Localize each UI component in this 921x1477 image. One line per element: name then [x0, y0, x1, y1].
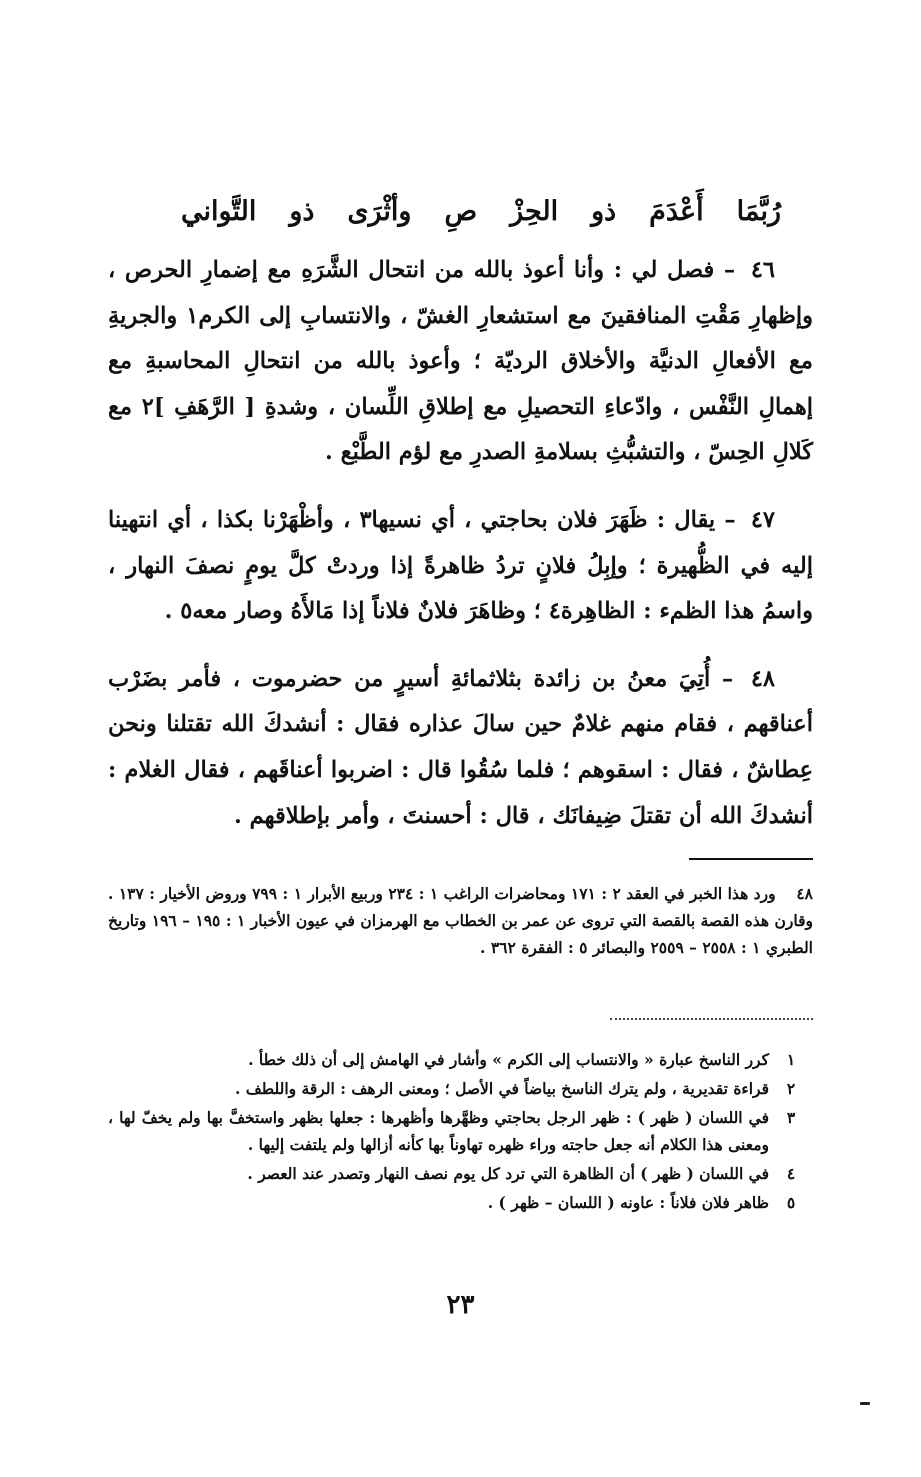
footnote-text: في اللسان ( ظهر ) : ظهر الرجل بحاجتي وظهَّرها وأظهرها : جعلها بظهر واستخفَّ بها ولم يخفّ لها ، ومعنى هذا الكلام أنه جعل حاجته وراء ظهره تهاوناً بها كأنه أزالها ولم يلتفت إليها . [108, 1108, 769, 1154]
scan-mark [860, 1402, 870, 1405]
verse-word: صِ [444, 195, 478, 227]
verse-word: التَّواني [181, 195, 257, 227]
dotted-separator-line [610, 1018, 813, 1020]
paragraph-number: ٤٦ [750, 257, 775, 283]
paragraph-text: – أُتِيَ معنُ بن زائدة بثلاثمائةِ أسيرٍ من حضرموت ، فأمر بضَرْب أعناقهم ، فقام منهم غلامٌ حين سالَ عذاره فقال : أنشدكَ الله تقتلنا ونحن عِطاشٌ ، فقال : اسقوهم ؛ فلما سُقُوا قال : اضربوا أعناقَهم ، فقال الغلام : أنشدكَ الله أن تقتلَ ضِيفانَك ، قال : أحسنتَ ، وأمر بإطلاقهم . [108, 665, 813, 829]
paragraph-48 [108, 657, 813, 839]
verse-word: ذو [591, 195, 617, 227]
source-note-text: ورد هذا الخبر في العقد ٢ : ١٧١ ومحاضرات الراغب ١ : ٢٣٤ وربيع الأبرار ١ : ٧٩٩ وروض الأخيار : ١٣٧ . وقارن هذه القصة بالقصة التي تروى عن عمر بن الخطاب مع الهرمزان في عيون الأخبار ١ : ١٩٥ – ١٩٦ وتاريخ الطبري ١ : ٢٥٥٨ – ٢٥٥٩ والبصائر ٥ : الفقرة ٣٦٢ . [108, 884, 814, 957]
footnote-number: ٣ [786, 1108, 796, 1127]
verse-word: وأثْرَى [347, 195, 412, 227]
footnote [108, 1046, 813, 1073]
footnote [108, 1075, 813, 1102]
footnote [108, 1160, 813, 1187]
source-note-number: ٤٨ [796, 884, 813, 903]
verse-word: ذو [289, 195, 315, 227]
footnote-text: قراءة تقديرية ، ولم يترك الناسخ بياضاً في الأصل ؛ ومعنى الرهف : الرقة واللطف . [234, 1079, 769, 1098]
verse-word: الحِزْ [510, 195, 559, 227]
verse-word: أَعْدَمَ [649, 195, 704, 227]
footnote [108, 1189, 813, 1216]
main-text [108, 248, 813, 861]
footnote-text: في اللسان ( ظهر ) أن الظاهرة التي ترد كل يوم نصف النهار وتصدر عند العصر . [247, 1164, 769, 1183]
footnote-text: كرر الناسخ عبارة « والانتساب إلى الكرم » وأشار في الهامش إلى أن ذلك خطأ . [248, 1050, 769, 1069]
paragraph-46 [108, 248, 813, 476]
source-note [108, 880, 813, 961]
footnote-number: ١ [786, 1050, 796, 1069]
footnote-number: ٥ [786, 1193, 796, 1212]
footnote-number: ٤ [786, 1164, 796, 1183]
footnote-separator-line [689, 858, 813, 860]
paragraph-47 [108, 498, 813, 635]
footnotes-list [108, 1046, 813, 1218]
footnote-text: ظاهر فلان فلاناً : عاونه ( اللسان – ظهر ) . [487, 1193, 769, 1212]
page-number: ٢٣ [446, 1290, 475, 1320]
verse-word: رُبَّمَا [736, 195, 781, 227]
paragraph-text: – فصل لي : وأنا أعوذ بالله من انتحال الشَّرَهِ مع إضمارِ الحرص ، وإظهارِ مَقْتِ المنافقينَ مع استشعارِ الغشّ ، والانتسابِ إلى الكرم١ والجريةِ مع الأفعالِ الدنيَّة والأخلاق الرديّة ؛ وأعوذ بالله من انتحالِ المحاسبةِ مع إهمالِ النَّفْس ، وادّعاءِ التحصيلِ مع إطلاقِ اللِّسان ، وشدةِ [ الرَّهَفِ ]٢ مع كَلالِ الحِسّ ، والتشبُّثِ بسلامةِ الصدرِ مع لؤم الطَّبْع . [108, 257, 814, 466]
paragraph-text: – يقال : ظَهَرَ فلان بحاجتي ، أي نسيها٣ ، وأظْهَرْنا بكذا ، أي انتهينا إليه في الظُّهيرة ؛ وإبِلُ فلانٍ تردُ ظاهرةً إذا وردتْ كلَّ يومٍ نصفَ النهار ، واسمُ هذا الظمء : الظاهِرة٤ ؛ وظاهَرَ فلانٌ فلاناً إذا مَالأَهُ وصار معه٥ . [108, 506, 813, 625]
footnote [108, 1104, 813, 1158]
paragraph-number: ٤٧ [750, 506, 775, 533]
poetry-verse [181, 186, 781, 236]
footnote-number: ٢ [786, 1079, 796, 1098]
paragraph-number: ٤٨ [750, 665, 775, 692]
